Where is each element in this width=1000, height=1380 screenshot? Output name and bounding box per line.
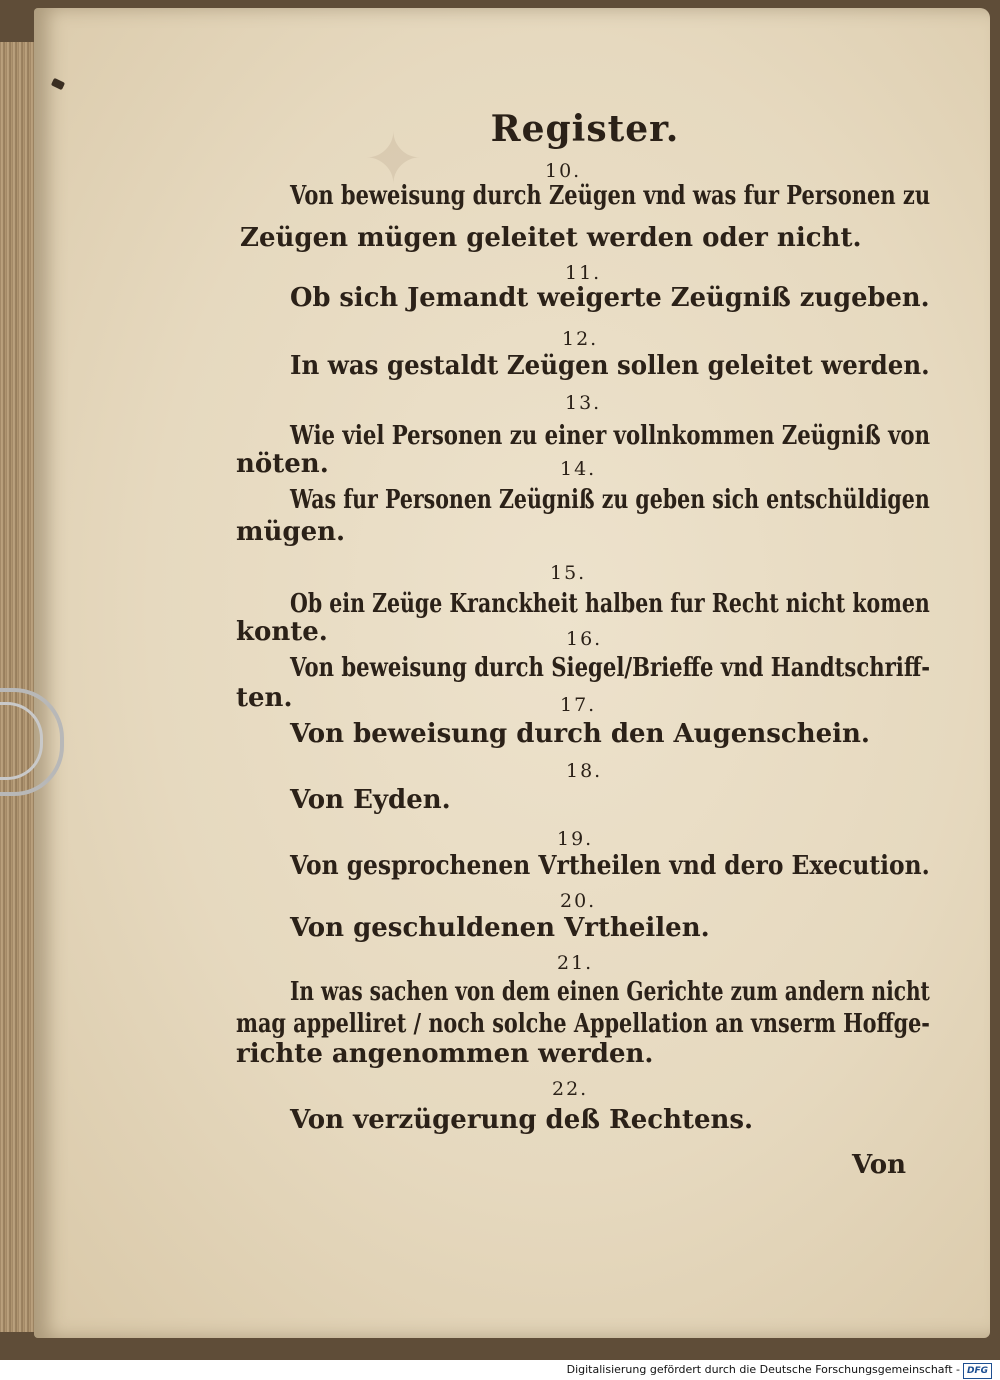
entry-line: Was fur Personen Zeügniß zu geben sich entschüldigen	[290, 485, 930, 515]
entry-line: mügen.	[236, 517, 346, 547]
entry-line: Von gesprochenen Vrtheilen vnd dero Execution.	[290, 851, 930, 881]
footer-credit: Digitalisierung gefördert durch die Deutsche Forschungsgemeinschaft -	[566, 1363, 960, 1376]
dfg-logo: DFG	[963, 1363, 992, 1379]
entry-line: Von Eyden.	[290, 785, 451, 815]
entry-line: Von beweisung durch Zeügen vnd was fur Personen zu	[290, 181, 931, 211]
entry-number: 10.	[545, 160, 582, 182]
page-heading: Register.	[490, 108, 680, 150]
entry-number: 16.	[566, 628, 603, 650]
catchword: Von	[852, 1150, 907, 1180]
entry-number: 14.	[560, 458, 597, 480]
entry-number: 17.	[560, 694, 597, 716]
entry-line: Wie viel Personen zu einer vollnkommen Zeügniß von	[290, 421, 930, 451]
entry-number: 15.	[550, 562, 587, 584]
entry-line: Von beweisung durch Siegel/Brieffe vnd Handtschriff-	[290, 653, 930, 683]
entry-line: ten.	[236, 683, 293, 713]
entry-line: Von beweisung durch den Augenschein.	[290, 719, 870, 749]
entry-line: richte angenommen werden.	[236, 1039, 654, 1069]
entry-line: Ob ein Zeüge Kranckheit halben fur Recht nicht komen	[290, 589, 930, 619]
entry-line: Ob sich Jemandt weigerte Zeügniß zugeben.	[290, 283, 930, 313]
entry-number: 20.	[560, 890, 597, 912]
entry-line: Zeügen mügen geleitet werden oder nicht.	[240, 223, 862, 253]
entry-number: 13.	[565, 392, 602, 414]
entry-number: 22.	[552, 1078, 589, 1100]
entry-number: 18.	[566, 760, 603, 782]
entry-line: mag appelliret / noch solche Appellation an vnserm Hoffge-	[236, 1009, 930, 1039]
entry-line: Von verzügerung deß Rechtens.	[290, 1105, 754, 1135]
entry-number: 19.	[557, 828, 594, 850]
entry-number: 21.	[557, 952, 594, 974]
entry-line: konte.	[236, 617, 328, 647]
show-through-text: ✦	[364, 118, 423, 200]
entry-line: In was sachen von dem einen Gerichte zum andern nicht	[290, 977, 930, 1007]
entry-line: In was gestaldt Zeügen sollen geleitet werden.	[290, 351, 930, 381]
entry-number: 11.	[565, 262, 602, 284]
entry-line: Von geschuldenen Vrtheilen.	[290, 913, 710, 943]
entry-number: 12.	[562, 328, 599, 350]
entry-line: nöten.	[236, 449, 329, 479]
